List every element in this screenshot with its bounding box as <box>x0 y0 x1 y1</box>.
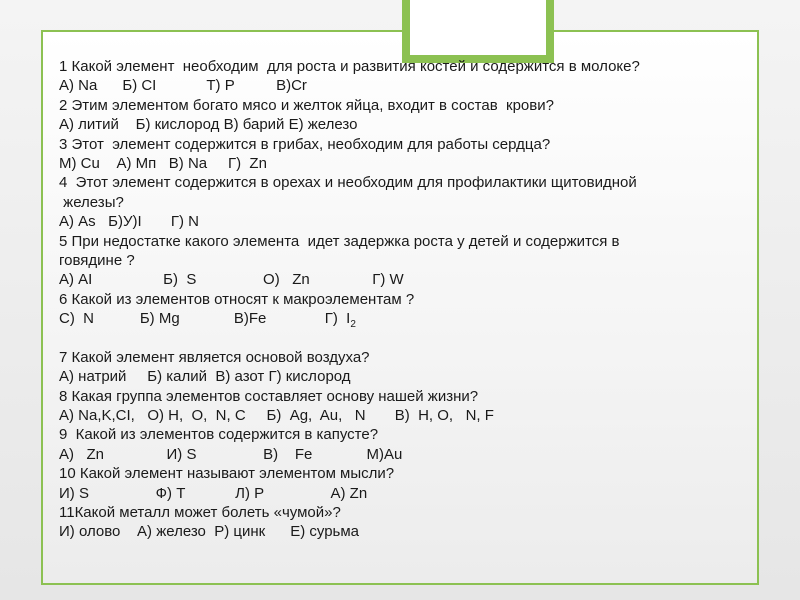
answers-11: И) олово А) железо Р) цинк Е) сурьма <box>59 523 360 541</box>
question-2: 2 Этим элементом богато мясо и желток яйца, входит в состав крови? <box>59 96 554 114</box>
question-4: 4 Этот элемент содержится в орехах и необходим для профилактики щитовидной <box>59 174 637 192</box>
answers-4: А) As Б)У)I Г) N <box>59 213 199 231</box>
question-6: 6 Какой из элементов относят к макроэлементам ? <box>59 290 415 308</box>
question-8: 8 Какая группа элементов составляет основу нашей жизни? <box>59 387 479 405</box>
answers-8: А) Na,K,CI, О) H, O, N, C Б) Ag, Au, N В) H, O, N, F <box>59 407 494 425</box>
answers-5: А) AI Б) S О) Zn Г) W <box>59 271 404 289</box>
question-7: 7 Какой элемент является основой воздуха? <box>59 348 370 366</box>
accent-box <box>402 0 554 63</box>
question-4-continued: железы? <box>59 193 124 211</box>
question-5-continued: говядине ? <box>59 251 135 269</box>
question-10: 10 Какой элемент называют элементом мысли? <box>59 465 395 483</box>
answers-1: А) Na Б) CI Т) P В)Cr <box>59 77 307 95</box>
answers-10: И) S Ф) T Л) P А) Zn <box>59 484 368 502</box>
question-1: 1 Какой элемент необходим для роста и развития костей и содержится в молоке? <box>59 58 640 75</box>
iodine-subscript: 2 <box>350 319 356 331</box>
answers-6-text: С) N Б) Mg В)Fe Г) I <box>59 310 351 328</box>
quiz-text <box>59 57 749 542</box>
question-5: 5 При недостатке какого элемента идет задержка роста у детей и содержится в <box>59 232 620 250</box>
question-11: 11Какой металл может болеть «чумой»? <box>59 503 341 521</box>
blank-line <box>59 328 749 347</box>
answers-6 <box>59 309 749 331</box>
answers-9: А) Zn И) S В) Fe М)Au <box>59 445 403 463</box>
answers-2: А) литий Б) кислород В) барий Е) железо <box>59 116 358 134</box>
question-3: 3 Этот элемент содержится в грибах, необходим для работы сердца? <box>59 135 551 153</box>
answers-3: М) Cu А) Mп В) Na Г) Zn <box>59 154 267 172</box>
answers-7: А) натрий Б) калий В) азот Г) кислород <box>59 368 351 386</box>
question-9: 9 Какой из элементов содержится в капусте? <box>59 426 379 444</box>
